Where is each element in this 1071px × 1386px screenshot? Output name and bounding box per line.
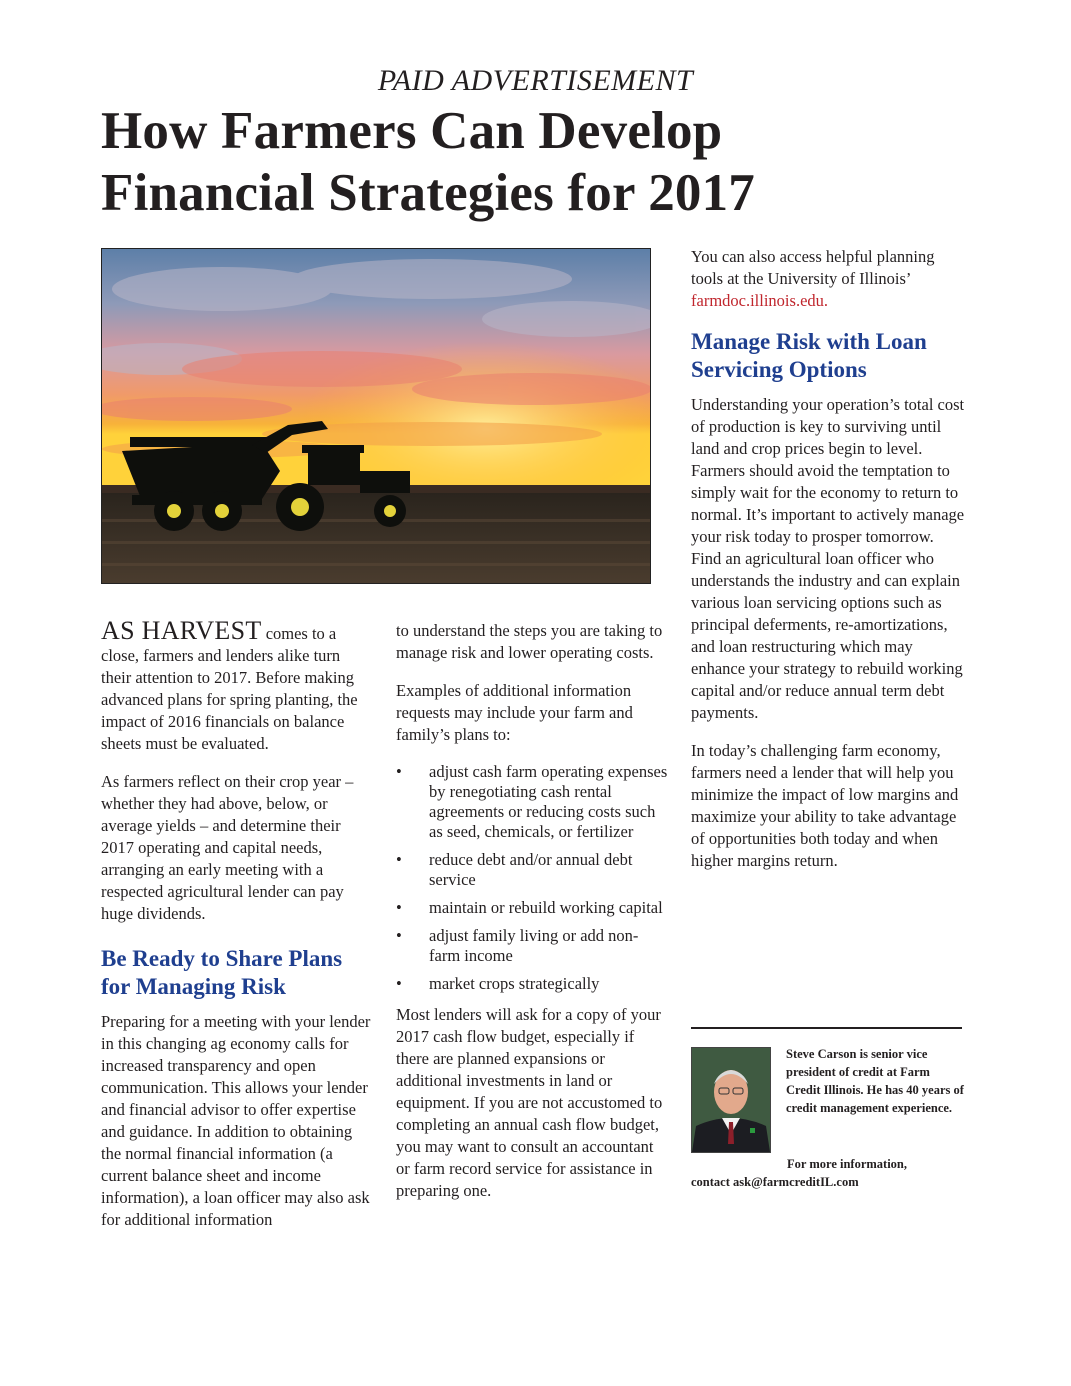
body-paragraph: In today’s challenging farm economy, farmers need a lender that will help you minimize the impact of low margins and maximize your ability to take advantage of opportunities both today and when higher margins return.: [691, 741, 959, 870]
column-3: [691, 246, 966, 888]
bullet-icon: •: [396, 974, 402, 993]
list-item: [396, 762, 668, 842]
bullet-icon: •: [396, 850, 402, 869]
list-item: [396, 898, 668, 918]
lead-paragraph: [101, 616, 373, 755]
body-paragraph: Examples of additional information requests may include your farm and family’s plans to:: [396, 681, 633, 744]
bullet-icon: •: [396, 898, 402, 917]
body-paragraph: [691, 246, 966, 312]
body-paragraph: Preparing for a meeting with your lender in this changing ag economy calls for increased transparency and open communication. This allows your lender and financial advisor to offer expertise and guidance. In addition to obtaining the normal financial information (a current balance sheet and income information), a loan officer may also ask for additional information: [101, 1012, 371, 1229]
author-photo: [691, 1047, 771, 1153]
sunset-harvest-tractor-photo-icon: [102, 249, 650, 583]
lead-text: comes to a close, farmers and lenders alike turn their attention to 2017. Before making advanced plans for spring planting, the impact of 2016 financials on balance sheets must be evaluated.: [101, 624, 358, 753]
sunset-harvest-photo: [101, 248, 651, 584]
body-paragraph: As farmers reflect on their crop year – whether they had above, below, or average yields – and determine their 2017 operating and capital needs, arranging an early meeting with a respected agricultural lender can pay huge dividends.: [101, 772, 354, 923]
farmdoc-link[interactable]: farmdoc.illinois.edu.: [691, 291, 829, 310]
list-item: [396, 926, 668, 966]
column-1: [101, 616, 373, 1247]
body-paragraph: Most lenders will ask for a copy of your 2017 cash flow budget, especially if there are planned expansions or additional investments in land or equipment. If you are not accustomed to completing an annual cash flow budget, you may want to consult an accountant or farm record service for assistance in preparing one.: [396, 1005, 663, 1200]
headline-line-2: Financial Strategies for 2017: [101, 164, 755, 222]
bullet-icon: •: [396, 926, 402, 945]
list-item-text: market crops strategically: [429, 974, 600, 993]
body-paragraph: Understanding your operation’s total cost of production is key to surviving until land and crop prices begin to level. Farmers should avoid the temptation to simply wait for the economy to return to normal. It’s important to actively manage your risk today to prosper tomorrow. Find an agricultural loan officer who understands the industry and can explain various loan servicing options such as principal deferments, re-amortizations, and loan restructuring which may enhance your strategy to rebuild working capital and/or reduce annual term debt payments.: [691, 395, 965, 722]
contact-info: [691, 1155, 961, 1191]
body-paragraph: to understand the steps you are taking to manage risk and lower operating costs.: [396, 621, 663, 662]
headline-line-1: How Farmers Can Develop: [101, 102, 723, 160]
list-item-text: reduce debt and/or annual debt service: [429, 850, 633, 889]
author-portrait-photo-icon: [692, 1048, 770, 1152]
list-item-text: adjust family living or add non-farm income: [429, 926, 639, 965]
list-item: [396, 850, 668, 890]
list-item-text: maintain or rebuild working capital: [429, 898, 663, 917]
list-item-text: adjust cash farm operating expenses by renegotiating cash rental agreements or reducing costs such as seed, chemicals, or fertilizer: [429, 762, 668, 841]
author-bio: Steve Carson is senior vice president of credit at Farm Credit Illinois. He has 40 years of credit management experience.: [786, 1047, 964, 1115]
section-heading-share-plans: Be Ready to Share Plans for Managing Risk: [101, 946, 343, 999]
paid-advertisement-label: PAID ADVERTISEMENT: [377, 64, 694, 97]
plans-bullet-list: [396, 762, 668, 994]
list-item: [396, 974, 668, 994]
body-text: You can also access helpful planning tools at the University of Illinois’: [691, 247, 935, 288]
column-2: [396, 620, 668, 1218]
contact-line-1: For more information,: [787, 1157, 908, 1171]
section-heading-manage-risk: Manage Risk with Loan Servicing Options: [691, 329, 927, 382]
divider: [691, 1027, 962, 1029]
lead-word: AS HARVEST: [101, 616, 262, 645]
article-headline: [101, 100, 1001, 224]
contact-line-2[interactable]: contact ask@farmcreditIL.com: [691, 1175, 859, 1189]
bullet-icon: •: [396, 762, 402, 781]
